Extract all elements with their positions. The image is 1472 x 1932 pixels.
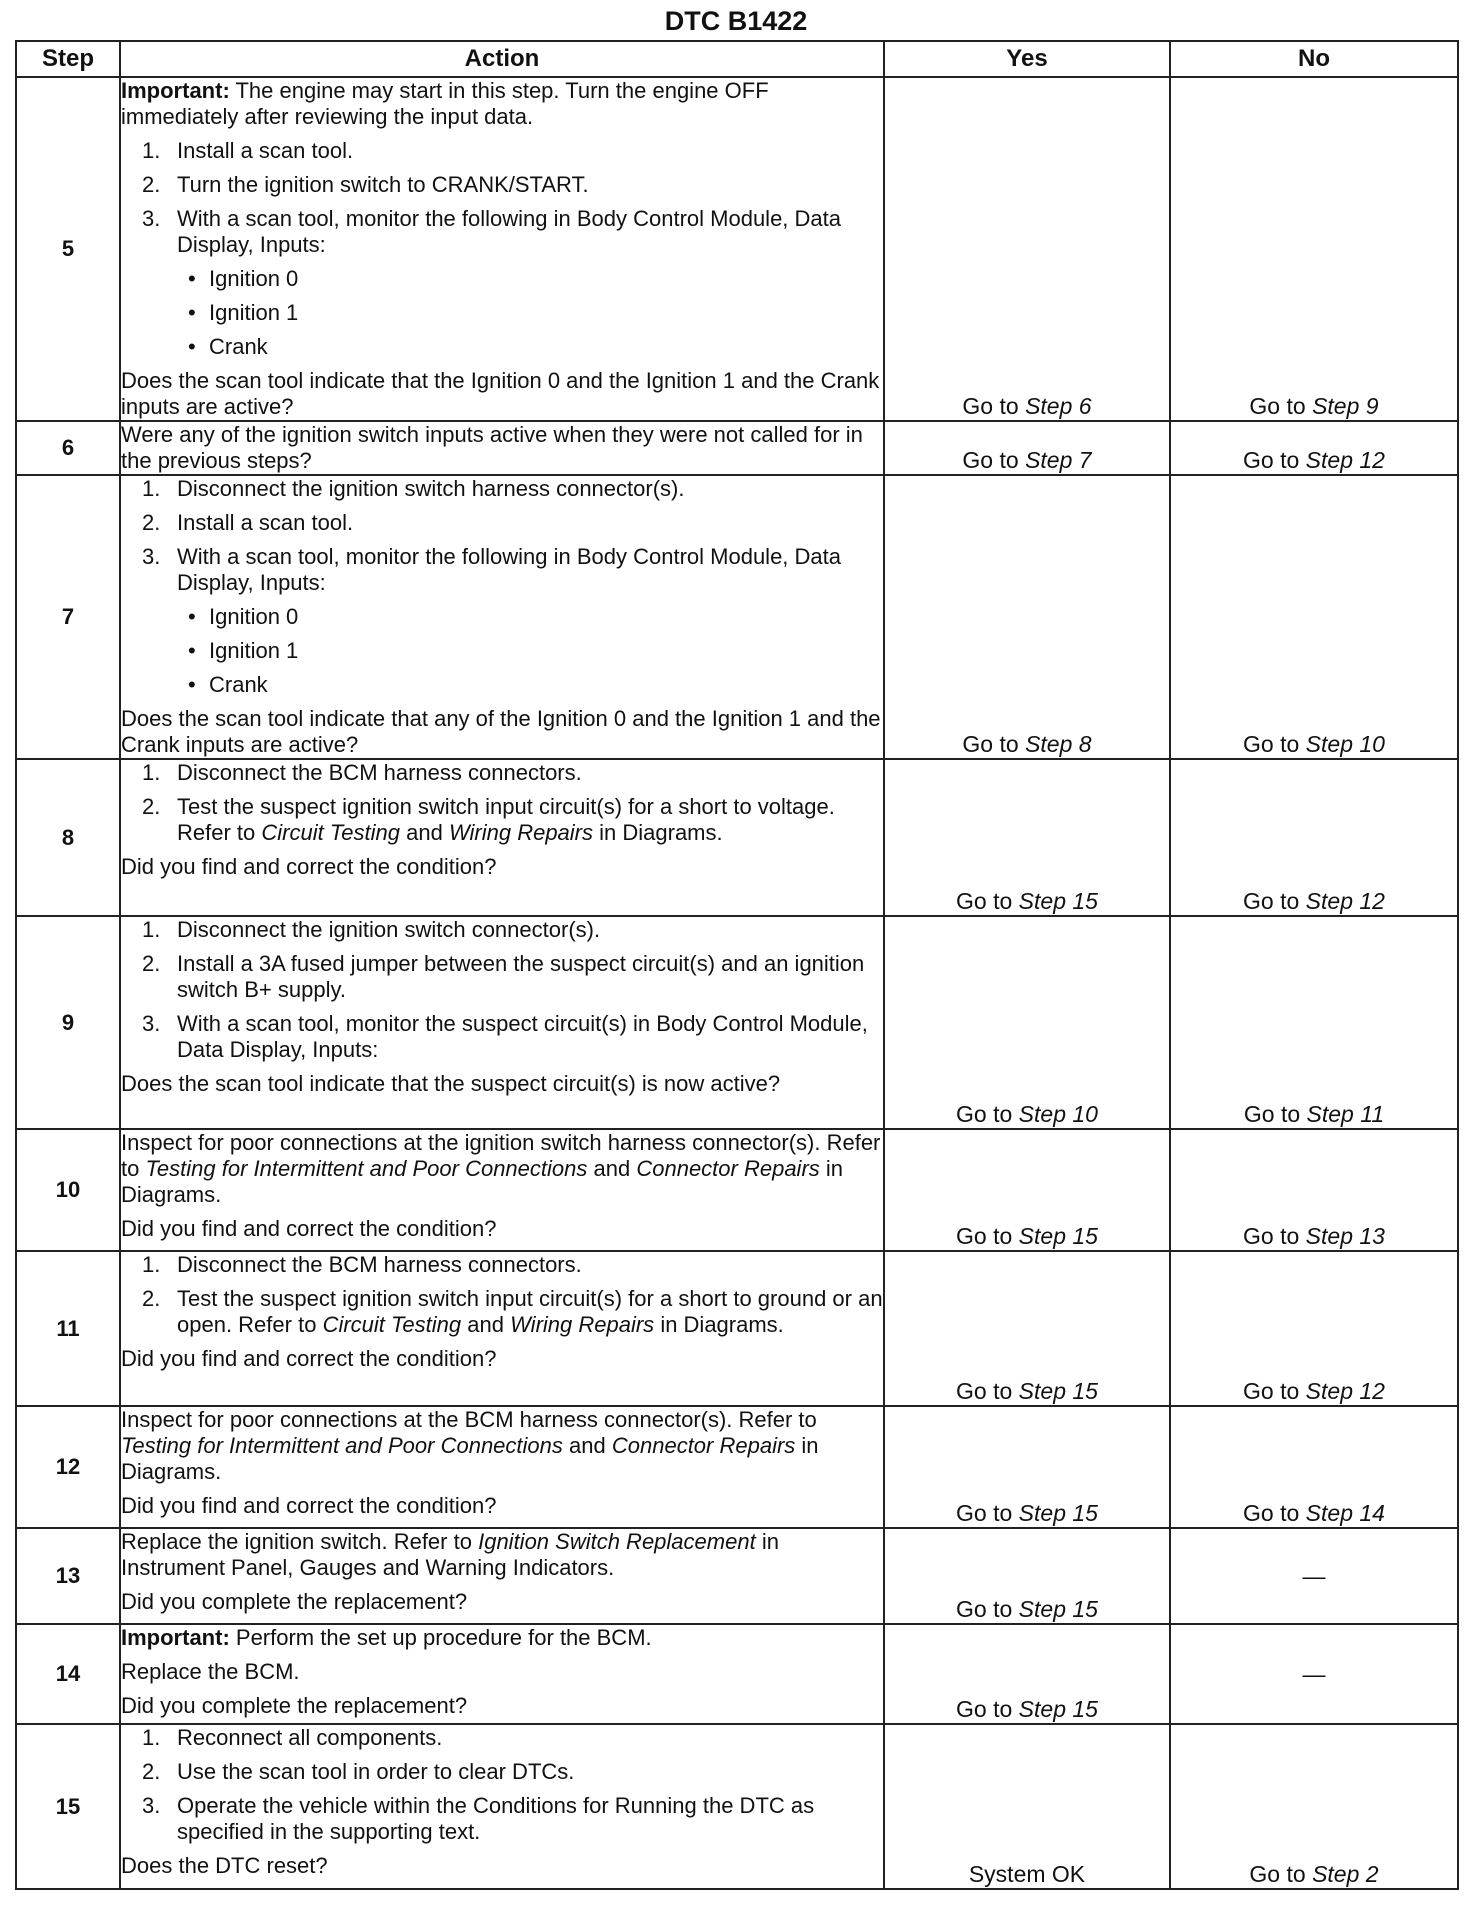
question: Does the scan tool indicate that any of the Ignition 0 and the Ignition 1 and the Crank inputs are active? — [121, 706, 881, 757]
yes-result: Go to Step 6 — [884, 77, 1170, 421]
yes-result: Go to Step 15 — [884, 759, 1170, 916]
instruction: Inspect for poor connections at the ignition switch harness connector(s). Refer to Testing for Intermittent and Poor Connections and Connector Repairs in Diagrams. — [121, 1130, 881, 1207]
table-row — [16, 77, 1458, 421]
question: Did you find and correct the condition? — [121, 1216, 497, 1241]
no-result: — — [1170, 1624, 1458, 1724]
list-item: 2. Turn the ignition switch to CRANK/START. — [142, 172, 589, 197]
list-item: 1. Reconnect all components. — [142, 1725, 443, 1750]
header-no: No — [1170, 41, 1458, 77]
question: Did you complete the replacement? — [121, 1589, 468, 1614]
instruction: Replace the ignition switch. Refer to Ignition Switch Replacement in Instrument Panel, Gauges and Warning Indicators. — [121, 1529, 779, 1580]
question: Does the scan tool indicate that the suspect circuit(s) is now active? — [121, 1071, 781, 1096]
header-action: Action — [120, 41, 884, 77]
action-cell — [120, 1528, 884, 1624]
list-item: 1. Disconnect the ignition switch connector(s). — [142, 917, 601, 942]
step-number: 8 — [16, 759, 120, 916]
table-row — [16, 1406, 1458, 1528]
table-row — [16, 1624, 1458, 1724]
action-cell — [120, 916, 884, 1129]
question: Did you find and correct the condition? — [121, 1346, 497, 1371]
action-cell — [120, 759, 884, 916]
table-row — [16, 916, 1458, 1129]
yes-result: Go to Step 15 — [884, 1528, 1170, 1624]
step-number: 11 — [16, 1251, 120, 1406]
question: Did you find and correct the condition? — [121, 854, 497, 879]
no-result: Go to Step 14 — [1170, 1406, 1458, 1528]
important-note: Important: Perform the set up procedure for the BCM. — [121, 1625, 652, 1650]
no-result: Go to Step 12 — [1170, 759, 1458, 916]
list-item: 3. With a scan tool, monitor the following in Body Control Module, Data Display, Inputs: — [142, 544, 841, 595]
bullet-item: • Ignition 0 — [188, 604, 299, 629]
instruction: Inspect for poor connections at the BCM harness connector(s). Refer to Testing for Intermittent and Poor Connections and Connector Repairs in Diagrams. — [121, 1407, 819, 1484]
instruction: Replace the BCM. — [121, 1659, 300, 1684]
yes-result: Go to Step 7 — [884, 421, 1170, 475]
step-number: 14 — [16, 1624, 120, 1724]
bullet-item: • Crank — [188, 672, 268, 697]
no-result: — — [1170, 1528, 1458, 1624]
no-result: Go to Step 10 — [1170, 475, 1458, 759]
step-number: 5 — [16, 77, 120, 421]
action-cell — [120, 475, 884, 759]
step-number: 7 — [16, 475, 120, 759]
step-number: 6 — [16, 421, 120, 475]
question: Did you find and correct the condition? — [121, 1493, 497, 1518]
question: Were any of the ignition switch inputs active when they were not called for in the previous steps? — [121, 422, 863, 473]
table-row — [16, 1528, 1458, 1624]
action-cell — [120, 1406, 884, 1528]
action-cell — [120, 1624, 884, 1724]
list-item: 1. Disconnect the ignition switch harness connector(s). — [142, 476, 685, 501]
bullet-item: • Ignition 0 — [188, 266, 299, 291]
step-number: 15 — [16, 1724, 120, 1889]
header-yes: Yes — [884, 41, 1170, 77]
yes-result: Go to Step 15 — [884, 1129, 1170, 1251]
step-number: 12 — [16, 1406, 120, 1528]
table-row — [16, 759, 1458, 916]
yes-result: Go to Step 10 — [884, 916, 1170, 1129]
list-item: 3. With a scan tool, monitor the suspect circuit(s) in Body Control Module, Data Display, Inputs: — [142, 1011, 868, 1062]
table-row — [16, 475, 1458, 759]
action-cell — [120, 77, 884, 421]
list-item: 2. Test the suspect ignition switch input circuit(s) for a short to ground or an open. Refer to Circuit Testing and Wiring Repairs in Diagrams. — [142, 1286, 883, 1337]
list-item: 2. Install a scan tool. — [142, 510, 354, 535]
list-item: 1. Disconnect the BCM harness connectors. — [142, 760, 582, 785]
no-result: Go to Step 9 — [1170, 77, 1458, 421]
list-item: 2. Install a 3A fused jumper between the suspect circuit(s) and an ignition switch B+ supply. — [142, 951, 865, 1002]
action-cell — [120, 1129, 884, 1251]
yes-result: Go to Step 15 — [884, 1624, 1170, 1724]
bullet-item: • Crank — [188, 334, 268, 359]
question: Does the DTC reset? — [121, 1853, 328, 1878]
no-result: Go to Step 12 — [1170, 421, 1458, 475]
list-item: 3. With a scan tool, monitor the following in Body Control Module, Data Display, Inputs: — [142, 206, 841, 257]
no-result: Go to Step 13 — [1170, 1129, 1458, 1251]
action-cell — [120, 1251, 884, 1406]
question: Did you complete the replacement? — [121, 1693, 468, 1718]
step-number: 9 — [16, 916, 120, 1129]
yes-result: Go to Step 15 — [884, 1251, 1170, 1406]
no-result: Go to Step 2 — [1170, 1724, 1458, 1889]
yes-result: System OK — [884, 1724, 1170, 1889]
bullet-item: • Ignition 1 — [188, 638, 299, 663]
header-row — [16, 41, 1458, 77]
bullet-item: • Ignition 1 — [188, 300, 299, 325]
list-item: 1. Install a scan tool. — [142, 138, 354, 163]
page-title: DTC B1422 — [664, 6, 808, 36]
question: Does the scan tool indicate that the Ignition 0 and the Ignition 1 and the Crank inputs are active? — [121, 368, 880, 419]
step-number: 10 — [16, 1129, 120, 1251]
action-cell — [120, 421, 884, 475]
table-row — [16, 1251, 1458, 1406]
table-row — [16, 1724, 1458, 1889]
no-result: Go to Step 11 — [1170, 916, 1458, 1129]
list-item: 2. Test the suspect ignition switch input circuit(s) for a short to voltage. Refer to Circuit Testing and Wiring Repairs in Diagrams. — [142, 794, 835, 845]
diagnostic-table — [15, 40, 1459, 1890]
table-row — [16, 421, 1458, 475]
yes-result: Go to Step 15 — [884, 1406, 1170, 1528]
important-note: Important: The engine may start in this step. Turn the engine OFF immediately after reviewing the input data. — [121, 78, 769, 129]
list-item: 2. Use the scan tool in order to clear DTCs. — [142, 1759, 575, 1784]
header-step: Step — [16, 41, 120, 77]
yes-result: Go to Step 8 — [884, 475, 1170, 759]
no-result: Go to Step 12 — [1170, 1251, 1458, 1406]
list-item: 1. Disconnect the BCM harness connectors. — [142, 1252, 582, 1277]
step-number: 13 — [16, 1528, 120, 1624]
list-item: 3. Operate the vehicle within the Conditions for Running the DTC as specified in the supporting text. — [142, 1793, 815, 1844]
table-row — [16, 1129, 1458, 1251]
action-cell — [120, 1724, 884, 1889]
